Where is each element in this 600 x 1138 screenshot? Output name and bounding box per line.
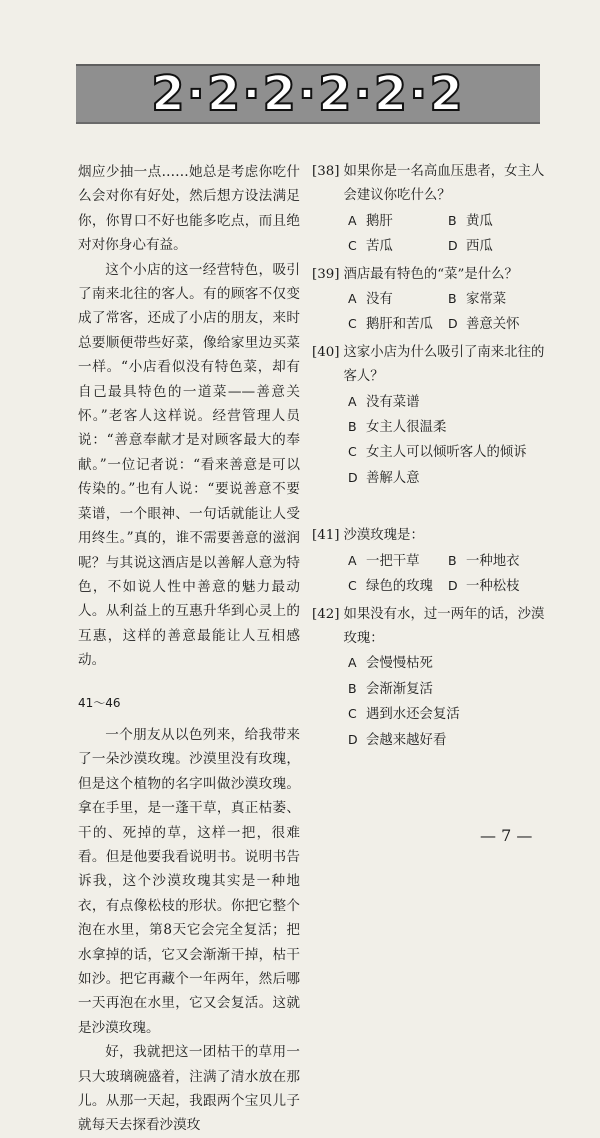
questions-column — [312, 160, 548, 756]
passage-paragraph: 这个小店的这一经营特色，吸引了南来北往的客人。有的顾客不仅变成了常客，还成了小店的朋友，来时总要顺便带些好菜，像给家里边买菜一样。“小店看似没有特色菜，却有自己最具特色的一道菜——善意关怀。”老客人这样说。经营管理人员说：“善意奉献才是对顾客最大的奉献。”一位记者说：“看来善意是可以传染的。”也有人说：“要说善意不要菜谱，一个眼神、一句话就能让人受用终生。”真的，谁不需要善意的滋润呢？与其说这酒店是以善解人意为特色，不如说人性中善意的魅力最动人。从利益上的互惠升华到心灵上的互惠，这样的善意最能让人互相感动。 — [78, 261, 300, 669]
question-38 — [312, 160, 548, 260]
option-c[interactable]: C 鹅肝和苦瓜 — [348, 316, 433, 333]
header-banner — [76, 64, 540, 124]
header-banner-text: 2·2·2·2·2·2 — [151, 66, 465, 122]
question-text: 如果你是一名高血压患者，女主人会建议你吃什么？ — [343, 164, 545, 204]
option-b[interactable]: B 家常菜 — [448, 291, 507, 308]
option-c[interactable]: C 女主人可以倾听客人的倾诉 — [348, 444, 527, 461]
passage-column — [78, 160, 300, 1138]
option-b[interactable]: B 女主人很温柔 — [348, 419, 447, 436]
option-b[interactable]: B 黄瓜 — [448, 212, 493, 229]
question-number: [40] — [312, 344, 340, 360]
question-number: [41] — [312, 528, 340, 544]
question-text: 如果没有水，过一两年的话，沙漠玫瑰： — [343, 606, 545, 646]
option-d[interactable]: D 善解人意 — [348, 469, 420, 486]
option-d[interactable]: D 西瓜 — [448, 238, 493, 255]
page-number: — 7 — — [480, 826, 533, 845]
option-a[interactable]: A 没有 — [348, 291, 393, 308]
passage-paragraph: 烟应少抽一点……她总是考虑你吃什么会对你有好处，然后想方设法满足你，你胃口不好也能多吃点，而且绝对对你身心有益。 — [78, 164, 300, 254]
question-number: [39] — [312, 266, 340, 282]
story-paragraph: 好，我就把这一团枯干的草用一只大玻璃碗盛着，注满了清水放在那儿。从那一天起，我跟两个宝贝儿子就每天去探看沙漠玫 — [78, 1044, 300, 1134]
option-b[interactable]: B 会渐渐复活 — [348, 680, 433, 697]
option-d[interactable]: D 善意关怀 — [448, 316, 520, 333]
question-number: [42] — [312, 606, 340, 622]
question-text: 酒店最有特色的“菜”是什么？ — [343, 266, 518, 282]
option-a[interactable]: A 一把干草 — [348, 552, 420, 569]
section-label: 41～46 — [78, 695, 121, 710]
option-a[interactable]: A 没有菜谱 — [348, 393, 420, 410]
option-b[interactable]: B 一种地衣 — [448, 552, 520, 569]
question-39 — [312, 263, 548, 338]
question-42 — [312, 603, 548, 753]
option-d[interactable]: D 一种松枝 — [448, 578, 520, 595]
option-c[interactable]: C 苦瓜 — [348, 238, 393, 255]
story-paragraph: 一个朋友从以色列来，给我带来了一朵沙漠玫瑰。沙漠里没有玫瑰，但是这个植物的名字叫做沙漠玫瑰。拿在手里，是一蓬干草，真正枯萎、干的、死掉的草，这样一把，很难看。但是他要我看说明书。说明书告诉我，这个沙漠玫瑰其实是一种地衣，有点像松枝的形状。你把它整个泡在水里，第8天它会完全复活；把水拿掉的话，它又会渐渐干掉，枯干如沙。把它再藏个一年两年，然后哪一天再泡在水里，它又会复活。这就是沙漠玫瑰。 — [78, 726, 300, 1036]
question-40 — [312, 341, 548, 491]
option-c[interactable]: C 绿色的玫瑰 — [348, 578, 433, 595]
question-text: 沙漠玫瑰是： — [343, 528, 424, 544]
question-41 — [312, 524, 548, 599]
option-a[interactable]: A 鹅肝 — [348, 212, 393, 229]
question-number: [38] — [312, 164, 340, 179]
option-d[interactable]: D 会越来越好看 — [348, 731, 447, 748]
option-c[interactable]: C 遇到水还会复活 — [348, 706, 460, 723]
question-text: 这家小店为什么吸引了南来北往的客人？ — [343, 344, 545, 385]
option-a[interactable]: A 会慢慢枯死 — [348, 655, 433, 672]
